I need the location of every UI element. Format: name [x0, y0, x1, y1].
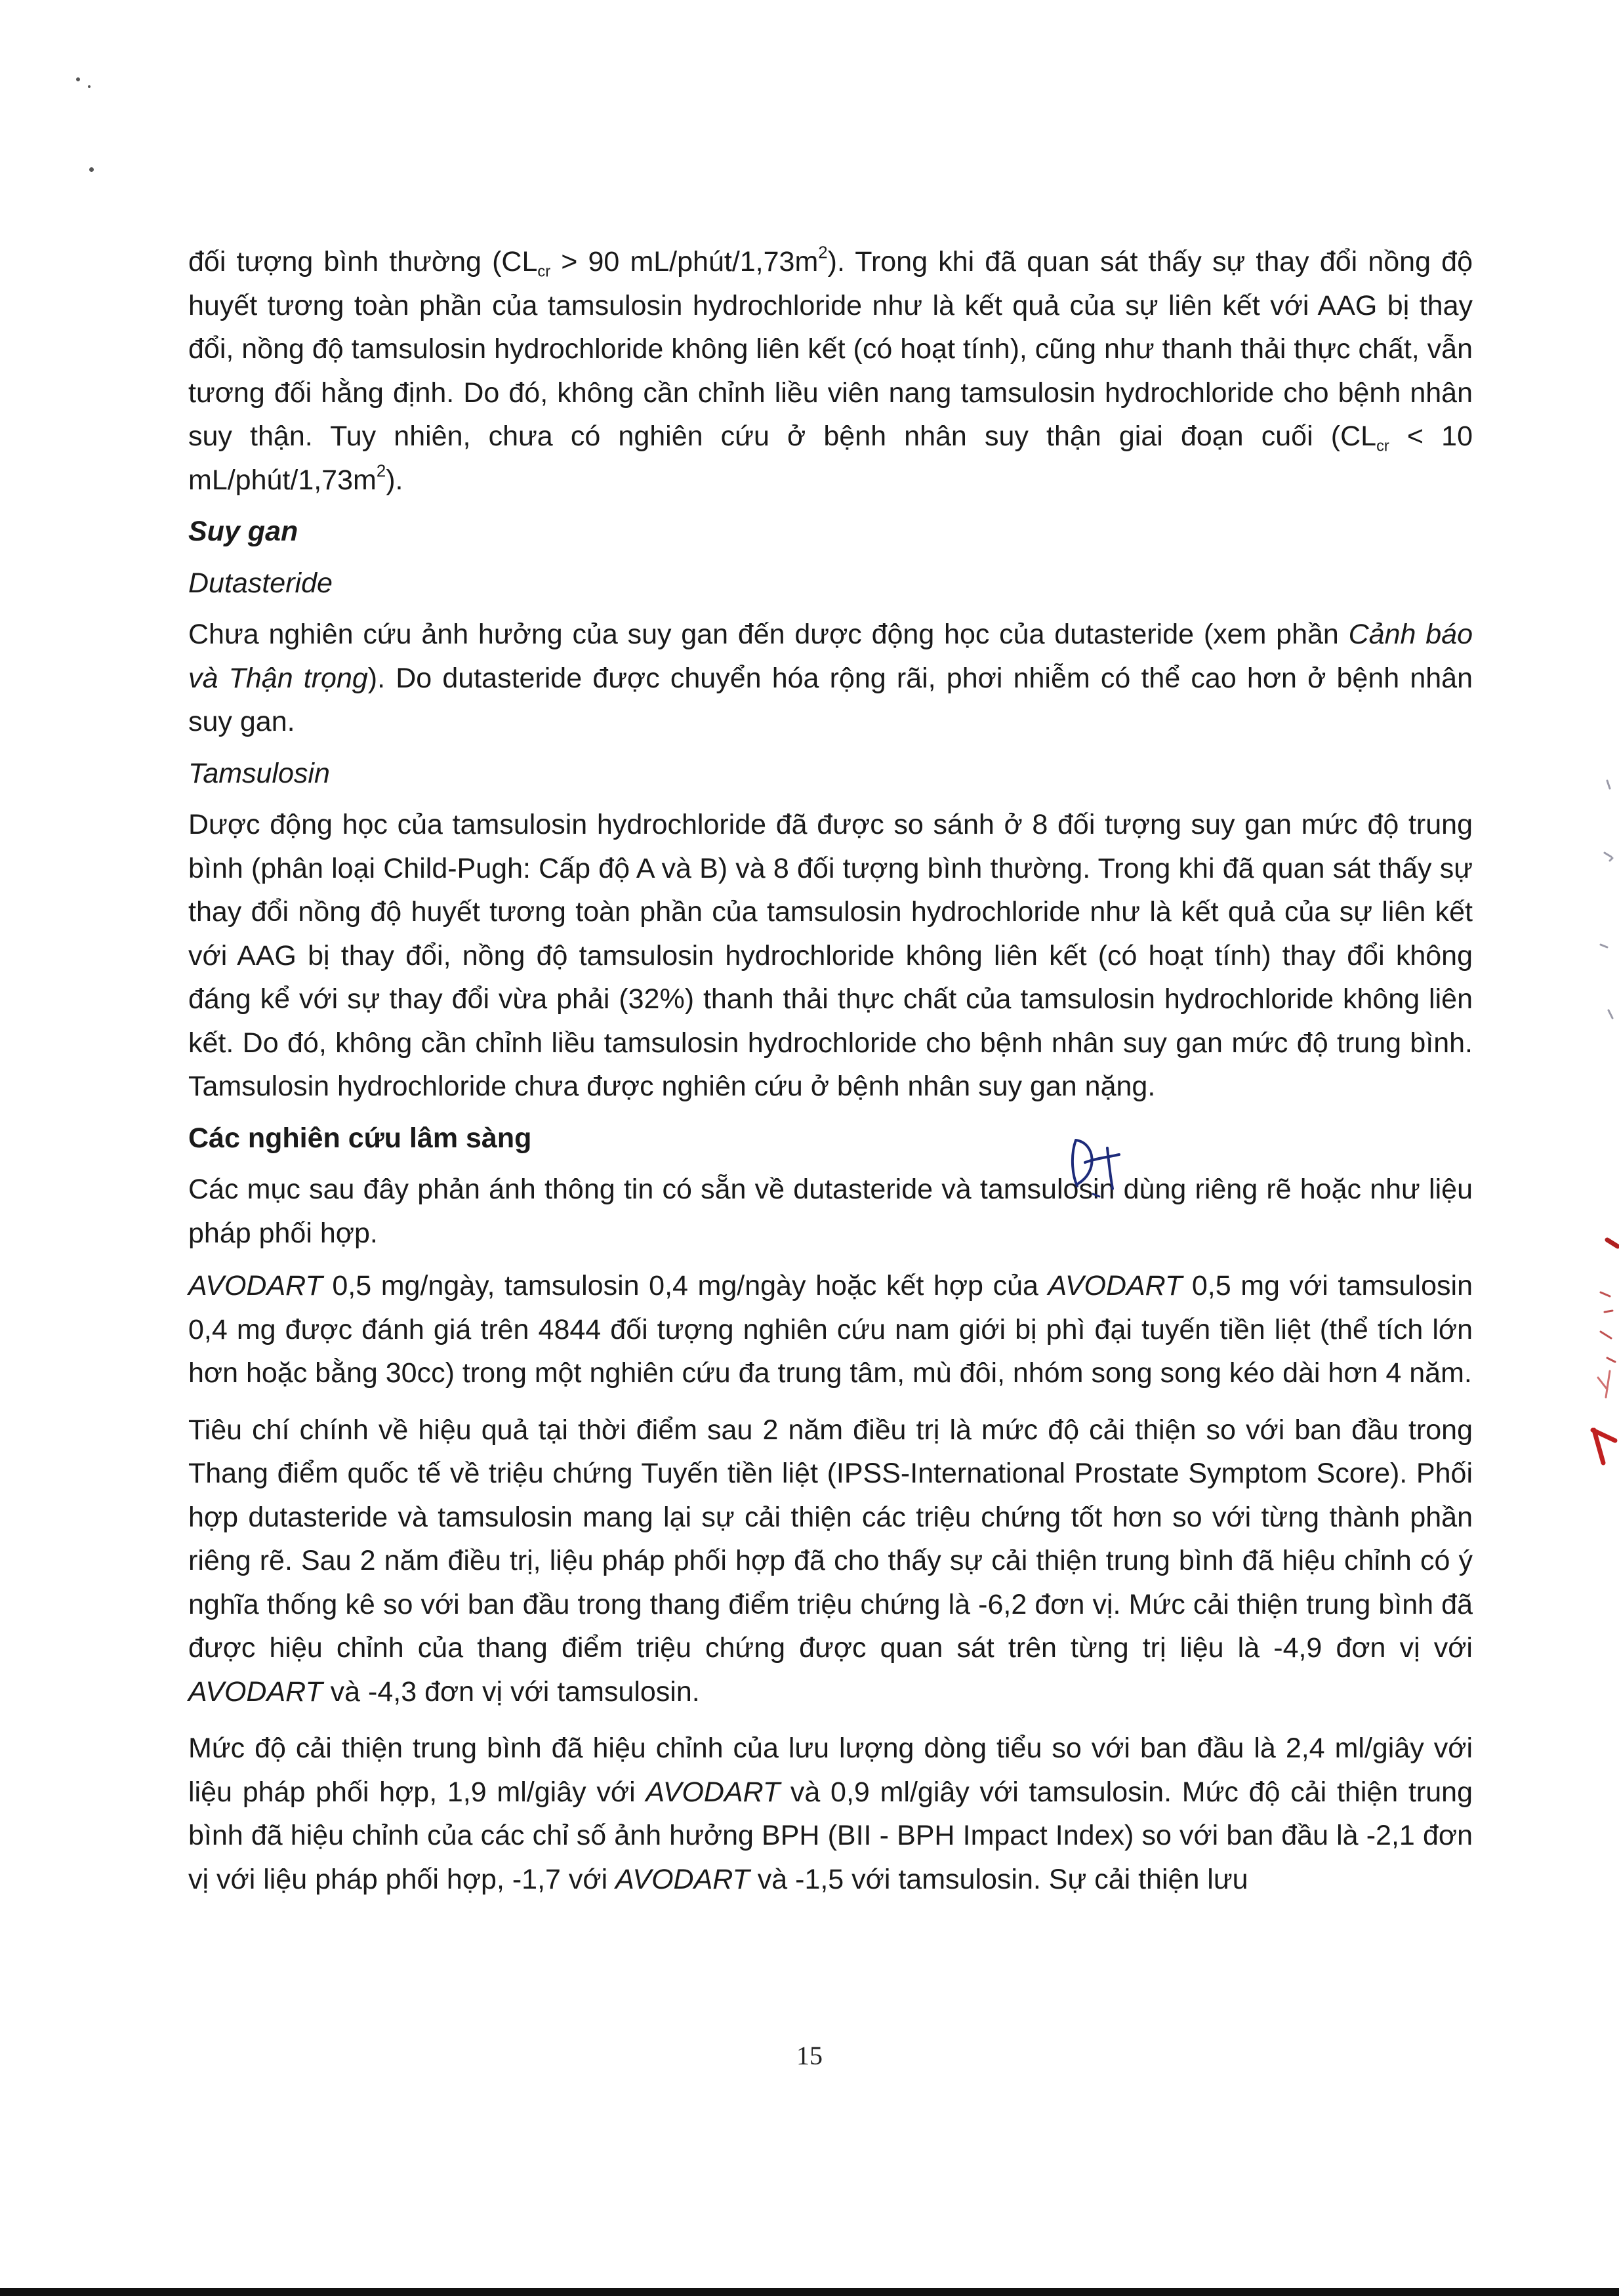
- text: Mức độ cải thiện trung bình đã hiệu chỉnh của lưu lượng dòng tiểu so với ban đầu là 2,4 ml/giây với liệu pháp phối hợp, 1,9 ml/giây với: [188, 1732, 1473, 1808]
- section-heading-hepatic: Suy gan: [188, 516, 298, 547]
- text: ).: [386, 464, 403, 496]
- scan-speck: [88, 85, 91, 88]
- text: đối tượng bình thường (CL: [188, 246, 538, 277]
- text: ). Do dutasteride được chuyển hóa rộng rãi, phơi nhiễm có thể cao hơn ở bệnh nhân suy gan.: [188, 662, 1473, 737]
- paragraph-flow-rate: [188, 1727, 1473, 1901]
- subscript: cr: [1376, 438, 1389, 455]
- paragraph-study-design: [188, 1264, 1473, 1395]
- text: và -1,5 với tamsulosin. Sự cải thiện lưu: [749, 1863, 1248, 1895]
- superscript: 2: [376, 462, 386, 481]
- text: và -4,3 đơn vị với tamsulosin.: [322, 1675, 700, 1708]
- text: 0,5 mg với tamsulosin 0,4 mg được đánh giá trên 4844 đối tượng nghiên cứu nam giới bị phì đại tuyến tiền liệt (thể tích lớn hơn hoặc bằng 30cc) trong một nghiên cứu đa trung tâm, mù đôi, nhóm song song kéo dài hơn 4 năm.: [188, 1270, 1473, 1389]
- text: Tiêu chí chính về hiệu quả tại thời điểm sau 2 năm điều trị là mức độ cải thiện so với ban đầu trong Thang điểm quốc tế về triệu chứng Tuyến tiền liệt (IPSS-International Prostate Symptom Score). Phối hợp dutasteride và tamsulosin mang lại sự cải thiện các triệu chứng tốt hơn so với từng thành phần riêng rẽ. Sau 2 năm điều trị, liệu pháp phối hợp đã cho thấy sự cải thiện trung bình đã hiệu chỉnh có ý nghĩa thống kê so với ban đầu trong thang điểm triệu chứng là -6,2 đơn vị. Mức cải thiện trung bình đã được hiệu chỉnh của thang điểm triệu chứng được quan sát trên từng trị liệu là -4,9 đơn vị với: [188, 1414, 1473, 1664]
- section-heading-clinical-studies: Các nghiên cứu lâm sàng: [188, 1122, 532, 1154]
- superscript: 2: [818, 243, 828, 262]
- handwritten-initials: [1056, 1128, 1128, 1200]
- text: và 0,9 ml/giây với tamsulosin. Mức độ cải thiện trung bình đã hiệu chỉnh của các chỉ số ảnh hưởng BPH (BII - BPH Impact Index) so với ban đầu là -2,1 đơn vị với liệu pháp phối hợp, -1,7 với: [188, 1776, 1473, 1895]
- stamp-fragment-red: [1581, 1233, 1619, 1535]
- text: < 10 mL/phút/1,73m: [188, 420, 1473, 496]
- subheading-tamsulosin: Tamsulosin: [188, 757, 330, 789]
- paragraph-clinical-intro: Các mục sau đây phản ánh thông tin có sẵn về dutasteride và tamsulosin dùng riêng rẽ hoặc như liệu pháp phối hợp.: [188, 1174, 1473, 1249]
- paragraph-renal: [188, 240, 1473, 502]
- text: 0,5 mg/ngày, tamsulosin 0,4 mg/ngày hoặc kết hợp của: [322, 1270, 1048, 1302]
- subscript: cr: [537, 263, 551, 281]
- text: ). Trong khi đã quan sát thấy sự thay đổi nồng độ huyết tương toàn phần của tamsulosin hydrochloride như là kết quả của sự liên kết với AAG bị thay đổi, nồng độ tamsulosin hydrochloride không liên kết (có hoạt tính), cũng như thanh thải thực chất, vẫn tương đối hằng định. Do đó, không cần chỉnh liều viên nang tamsulosin hydrochloride cho bệnh nhân suy thận. Tuy nhiên, chưa có nghiên cứu ở bệnh nhân suy thận giai đoạn cuối (CL: [188, 246, 1473, 452]
- italic-drug-name: AVODART: [188, 1270, 323, 1302]
- italic-drug-name: AVODART: [188, 1675, 323, 1708]
- scan-speck: [89, 167, 94, 172]
- page-body: [188, 240, 1473, 1901]
- scan-bottom-edge: [0, 2288, 1619, 2296]
- text: > 90 mL/phút/1,73m: [550, 246, 819, 277]
- subheading-dutasteride: Dutasteride: [188, 567, 333, 599]
- italic-drug-name: AVODART: [615, 1863, 750, 1895]
- paragraph-dutasteride-hepatic: [188, 613, 1473, 744]
- italic-reference: Cảnh báo và Thận trọng: [188, 619, 1473, 694]
- italic-drug-name: AVODART: [646, 1776, 781, 1808]
- text: Chưa nghiên cứu ảnh hưởng của suy gan đến dược động học của dutasteride (xem phần: [188, 619, 1349, 650]
- paragraph-primary-endpoint: [188, 1408, 1473, 1714]
- page-number: 15: [796, 2041, 823, 2070]
- italic-drug-name: AVODART: [1048, 1270, 1183, 1302]
- scan-speck: [76, 77, 80, 81]
- stamp-fragment: [1581, 774, 1619, 1050]
- paragraph-tamsulosin-hepatic: Dược động học của tamsulosin hydrochloride đã được so sánh ở 8 đối tượng suy gan mức độ trung bình (phân loại Child-Pugh: Cấp độ A và B) và 8 đối tượng bình thường. Trong khi đã quan sát thấy sự thay đổi nồng độ huyết tương toàn phần của tamsulosin hydrochloride như là kết quả của sự liên kết với AAG bị thay đổi, nồng độ tamsulosin hydrochloride không liên kết (có hoạt tính) thay đổi không đáng kể với sự thay đổi vừa phải (32%) thanh thải thực chất của tamsulosin hydrochloride không liên kết. Do đó, không cần chỉnh liều tamsulosin hydrochloride cho bệnh nhân suy gan mức độ trung bình. Tamsulosin hydrochloride chưa được nghiên cứu ở bệnh nhân suy gan nặng.: [188, 809, 1473, 1102]
